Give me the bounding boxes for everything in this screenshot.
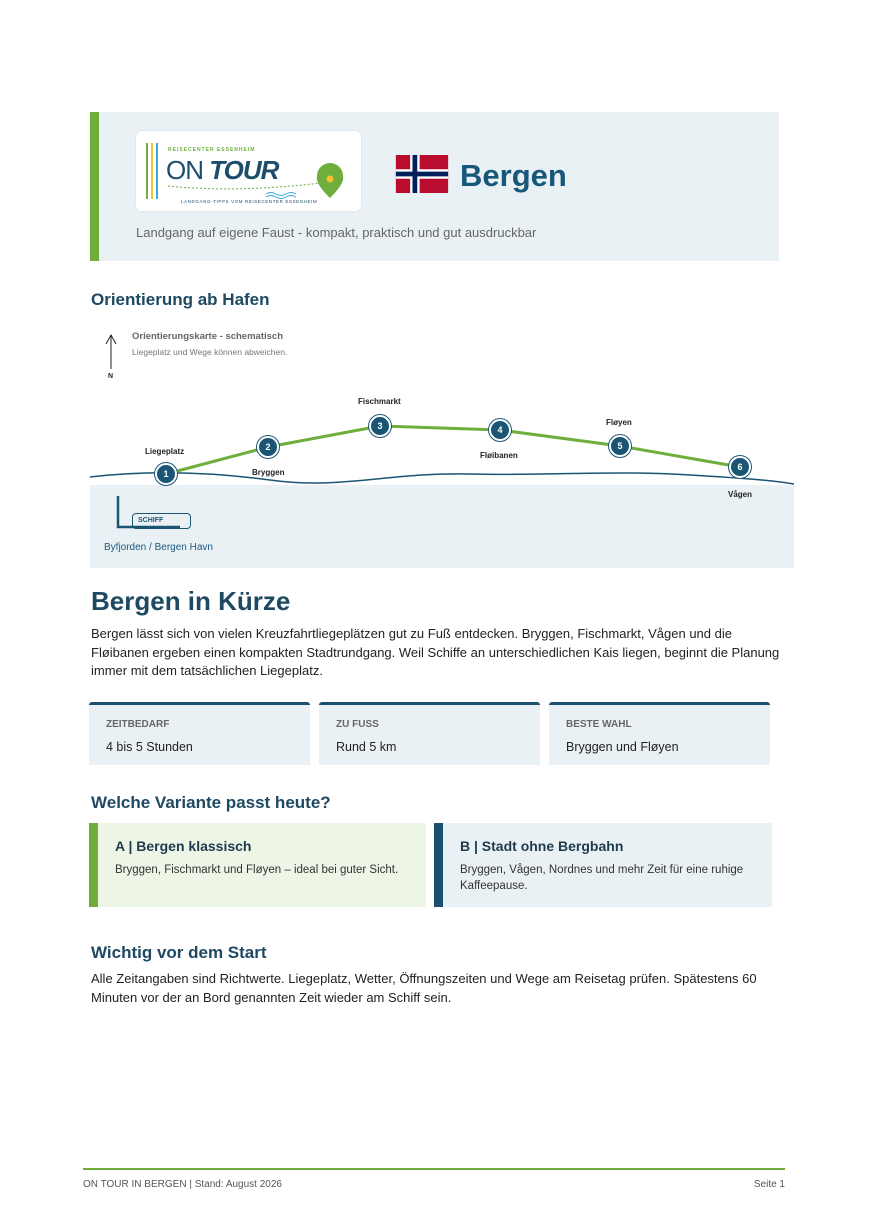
important-text: Alle Zeitangaben sind Richtwerte. Liegeplatz, Wetter, Öffnungszeiten und Wege am Reisetag prüfen. Spätestens 60 Minuten vor der an Bord genannten Zeit wieder am Schiff sein.	[91, 971, 757, 1005]
map-marker-6: 6	[729, 456, 751, 478]
map-label-liegeplatz: Liegeplatz	[145, 447, 185, 456]
on-tour-logo	[136, 131, 361, 211]
variant-card-a	[89, 823, 426, 907]
variant-text: Bryggen, Vågen, Nordnes und mehr Zeit für eine ruhige Kaffeepause.	[460, 864, 744, 892]
fact-card-best	[549, 702, 770, 765]
norway-flag-icon	[394, 155, 450, 193]
map-label-bryggen: Bryggen	[252, 468, 285, 477]
logo-sub-text: LANDGANG-TIPPS VOM REISECENTER ESSENHEIM	[181, 199, 318, 204]
fact-label: BESTE WAHL	[566, 719, 632, 730]
map-marker-4: 4	[489, 419, 511, 441]
water-label: Byfjorden / Bergen Havn	[104, 542, 213, 553]
map-marker-1: 1	[155, 463, 177, 485]
map-marker-3: 3	[369, 415, 391, 437]
map-label-floibanen: Fløibanen	[480, 451, 518, 460]
header-card	[90, 112, 779, 261]
map-title: Orientierungskarte - schematisch	[132, 331, 283, 342]
variant-card-b	[434, 823, 772, 907]
orientation-map	[90, 322, 794, 568]
map-marker-5: 5	[609, 435, 631, 457]
variant-title: B | Stadt ohne Bergbahn	[460, 838, 624, 854]
map-label-floyen: Fløyen	[606, 418, 632, 427]
map-label-fischmarkt: Fischmarkt	[358, 397, 401, 406]
summary-heading: Bergen in Kürze	[91, 586, 291, 616]
city-title: Bergen	[460, 158, 567, 193]
north-arrow-label: N	[108, 373, 114, 380]
orientation-heading: Orientierung ab Hafen	[91, 290, 270, 309]
logo-top-text: REISECENTER ESSENHEIM	[168, 147, 256, 153]
map-graphic	[90, 322, 794, 568]
variant-title: A | Bergen klassisch	[115, 838, 252, 854]
footer-title: ON TOUR IN BERGEN | Stand: August 2026	[83, 1179, 282, 1190]
logo-main-text: ON TOUR	[166, 155, 279, 185]
fact-label: ZU FUSS	[336, 719, 379, 730]
variants-heading: Welche Variante passt heute?	[91, 793, 331, 812]
variant-text: Bryggen, Fischmarkt und Fløyen – ideal bei guter Sicht.	[115, 864, 399, 876]
ship-label: SCHIFF	[132, 513, 191, 529]
map-note: Liegeplatz und Wege können abweichen.	[132, 347, 288, 357]
map-label-vagen: Vågen	[728, 490, 753, 499]
fact-value: Rund 5 km	[336, 740, 397, 754]
map-marker-2: 2	[257, 436, 279, 458]
fact-label: ZEITBEDARF	[106, 719, 170, 730]
fact-card-walk	[319, 702, 540, 765]
important-heading: Wichtig vor dem Start	[91, 943, 267, 962]
fact-value: Bryggen und Fløyen	[566, 740, 679, 754]
fact-card-time	[89, 702, 310, 765]
summary-text: Bergen lässt sich von vielen Kreuzfahrtliegeplätzen gut zu Fuß entdecken. Bryggen, Fischmarkt, Vågen und die Fløibanen ergeben einen kompakten Stadtrundgang. Weil Schiffe an unterschiedlichen Kais liegen, beginnt die Planung immer mit dem tatsächlichen Liegeplatz.	[91, 626, 780, 678]
tagline: Landgang auf eigene Faust - kompakt, praktisch und gut ausdruckbar	[136, 225, 537, 240]
fact-value: 4 bis 5 Stunden	[106, 740, 193, 754]
footer-divider	[83, 1168, 785, 1170]
page-number: Seite 1	[753, 1179, 785, 1190]
